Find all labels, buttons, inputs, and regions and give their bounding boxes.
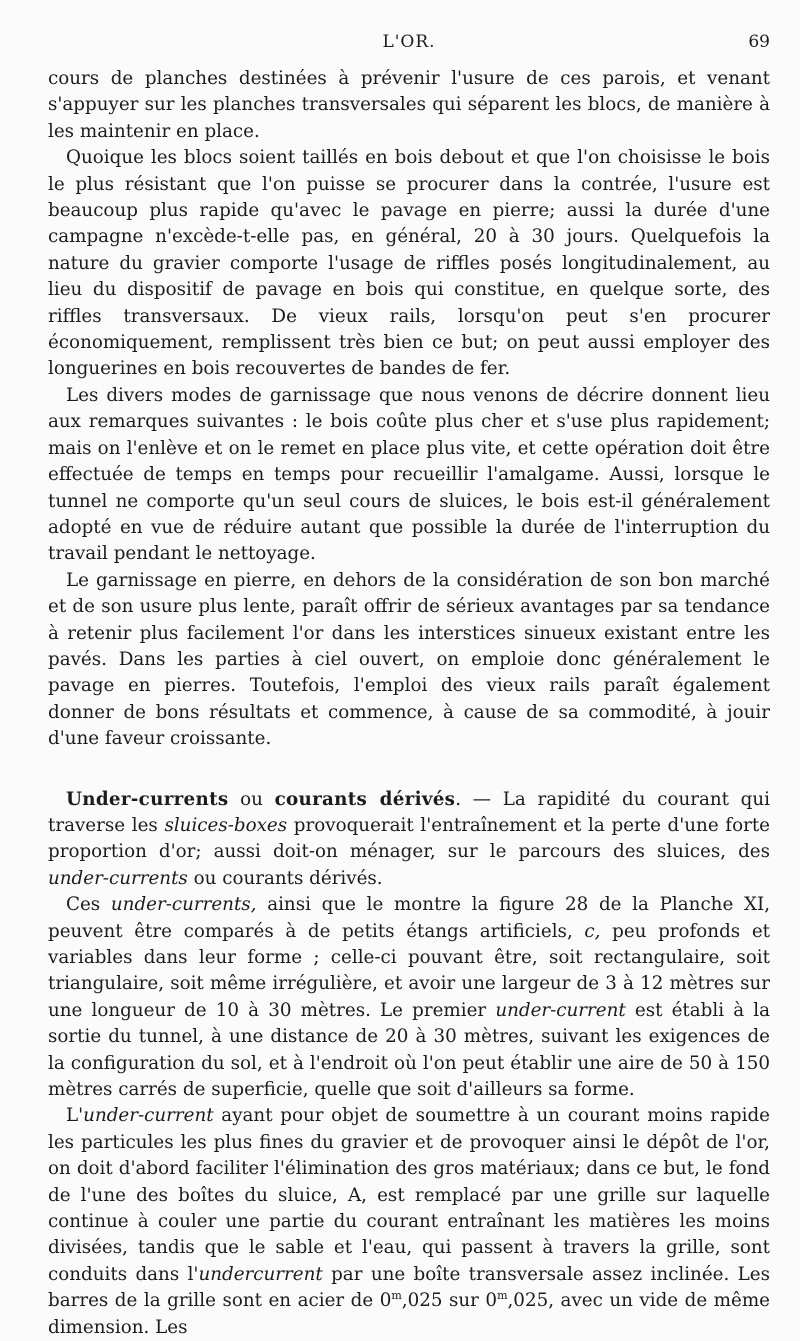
unit-superscript: m xyxy=(391,1289,402,1303)
italic-term: c, xyxy=(584,920,601,942)
running-title: L'OR. xyxy=(382,32,436,52)
italic-term: undercurrent xyxy=(198,1263,323,1285)
text-run: L' xyxy=(66,1105,84,1127)
text-run: ainsi que le montre la figure 28 de la Planche XI, peuvent être comparés à de petits étangs artificiels, xyxy=(48,894,771,942)
text-run: ,025 sur 0 xyxy=(401,1290,498,1312)
text-run: par une boîte transversale assez inclinée. Les barres de la grille sont en acier de 0 xyxy=(48,1263,770,1312)
paragraph-7 xyxy=(48,1103,770,1341)
section-heading-courants-derives: courants dérivés xyxy=(274,788,456,810)
paragraph-6 xyxy=(48,892,770,1103)
paragraph-2: Quoique les blocs soient taillés en bois debout et que l'on choisisse le bois le plus résistant que l'on puisse se procurer dans la contrée, l'usure est beaucoup plus rapide qu'avec le pavage en pierre; aussi la durée d'une campagne n'excède-t-elle pas, en général, 20 à 30 jours. Quelquefois la nature du gravier comporte l'usage de riffles posés longitudinalement, au lieu du dispositif de pavage en bois qui constitue, en quelque sorte, des riffles transversaux. De vieux rails, lorsqu'on peut s'en procurer économiquement, remplissent très bien ce but; on peut aussi employer des longuerines en bois recouvertes de bandes de fer. xyxy=(48,147,770,380)
text-run: est établi à la sortie du tunnel, à une distance de 20 à 30 mètres, suivant les exigences de la configuration du sol, et à l'endroit où l'on peut établir une aire de 50 à 150 mètres carrés de superficie, quelle que soit d'ailleurs sa forme. xyxy=(48,999,770,1101)
section-heading-under-currents: Under-currents xyxy=(66,788,229,810)
italic-term: under-current xyxy=(83,1105,214,1127)
text-run: ou courants dérivés. xyxy=(187,867,383,889)
paragraph-1: cours de planches destinées à prévenir l'usure de ces parois, et venant s'appuyer sur les planches transversales qui séparent les blocs, de manière à les maintenir en place. xyxy=(48,68,770,142)
italic-term: under-current xyxy=(495,999,626,1021)
heading-connector: ou xyxy=(228,788,275,810)
section-gap xyxy=(48,753,770,787)
italic-term: sluices-boxes xyxy=(164,814,288,836)
page-header xyxy=(48,32,770,62)
page-number: 69 xyxy=(748,32,770,52)
text-run: provoquerait l'entraînement et la perte d'une forte proportion d'or; aussi doit-on ménager, sur le parcours des sluices, des xyxy=(48,814,770,863)
italic-term: under-currents, xyxy=(110,894,257,916)
text-run: Ces xyxy=(66,894,111,916)
paragraph-5 xyxy=(48,787,770,893)
text-run: ayant pour objet de soumettre à un courant moins rapide les particules les plus fines du gravier et de provoquer ainsi le dépôt de l'or, on doit d'abord faciliter l'élimination des gros matériaux; dans ce but, le fond de l'une des boîtes du sluice, A, est remplacé par une grille sur laquelle continue à couler une partie du courant entraînant les matières les moins divisées, tandis que le sable et l'eau, qui passent à travers la grille, sont conduits dans l' xyxy=(48,1105,770,1285)
paragraph-3: Les divers modes de garnissage que nous venons de décrire donnent lieu aux remarques suivantes : le bois coûte plus cher et s'use plus rapidement; mais on l'enlève et on le remet en place plus vite, et cette opération doit être effectuée de temps en temps pour recueillir l'amalgame. Aussi, lorsque le tunnel ne comporte qu'un seul cours de sluices, le bois est-il généralement adopté en vue de réduire autant que possible la durée de l'interruption du travail pendant le nettoyage. xyxy=(48,384,770,565)
text-run: peu profonds et variables dans leur forme ; celle-ci pouvant être, soit rectangulaire, soit triangulaire, soit même irrégulière, et avoir une largeur de 3 à 12 mètres sur une longueur de 10 à 30 mètres. Le premier xyxy=(48,920,770,1021)
italic-term: under-currents xyxy=(48,867,188,889)
text-run: . — La rapidité du courant qui traverse les xyxy=(48,788,770,836)
unit-superscript: m xyxy=(497,1289,508,1303)
text-run: ,025, avec un vide de même dimension. Les xyxy=(48,1290,770,1338)
paragraph-4: Le garnissage en pierre, en dehors de la considération de son bon marché et de son usure plus lente, paraît offrir de sérieux avantages par sa tendance à retenir plus facilement l'or dans les interstices sinueux existant entre les pavés. Dans les parties à ciel ouvert, on emploie donc généralement le pavage en pierres. Toutefois, l'emploi des vieux rails paraît également donner de bons résultats et commence, à cause de sa commodité, à jouir d'une faveur croissante. xyxy=(48,569,770,750)
text-body xyxy=(48,66,770,1341)
